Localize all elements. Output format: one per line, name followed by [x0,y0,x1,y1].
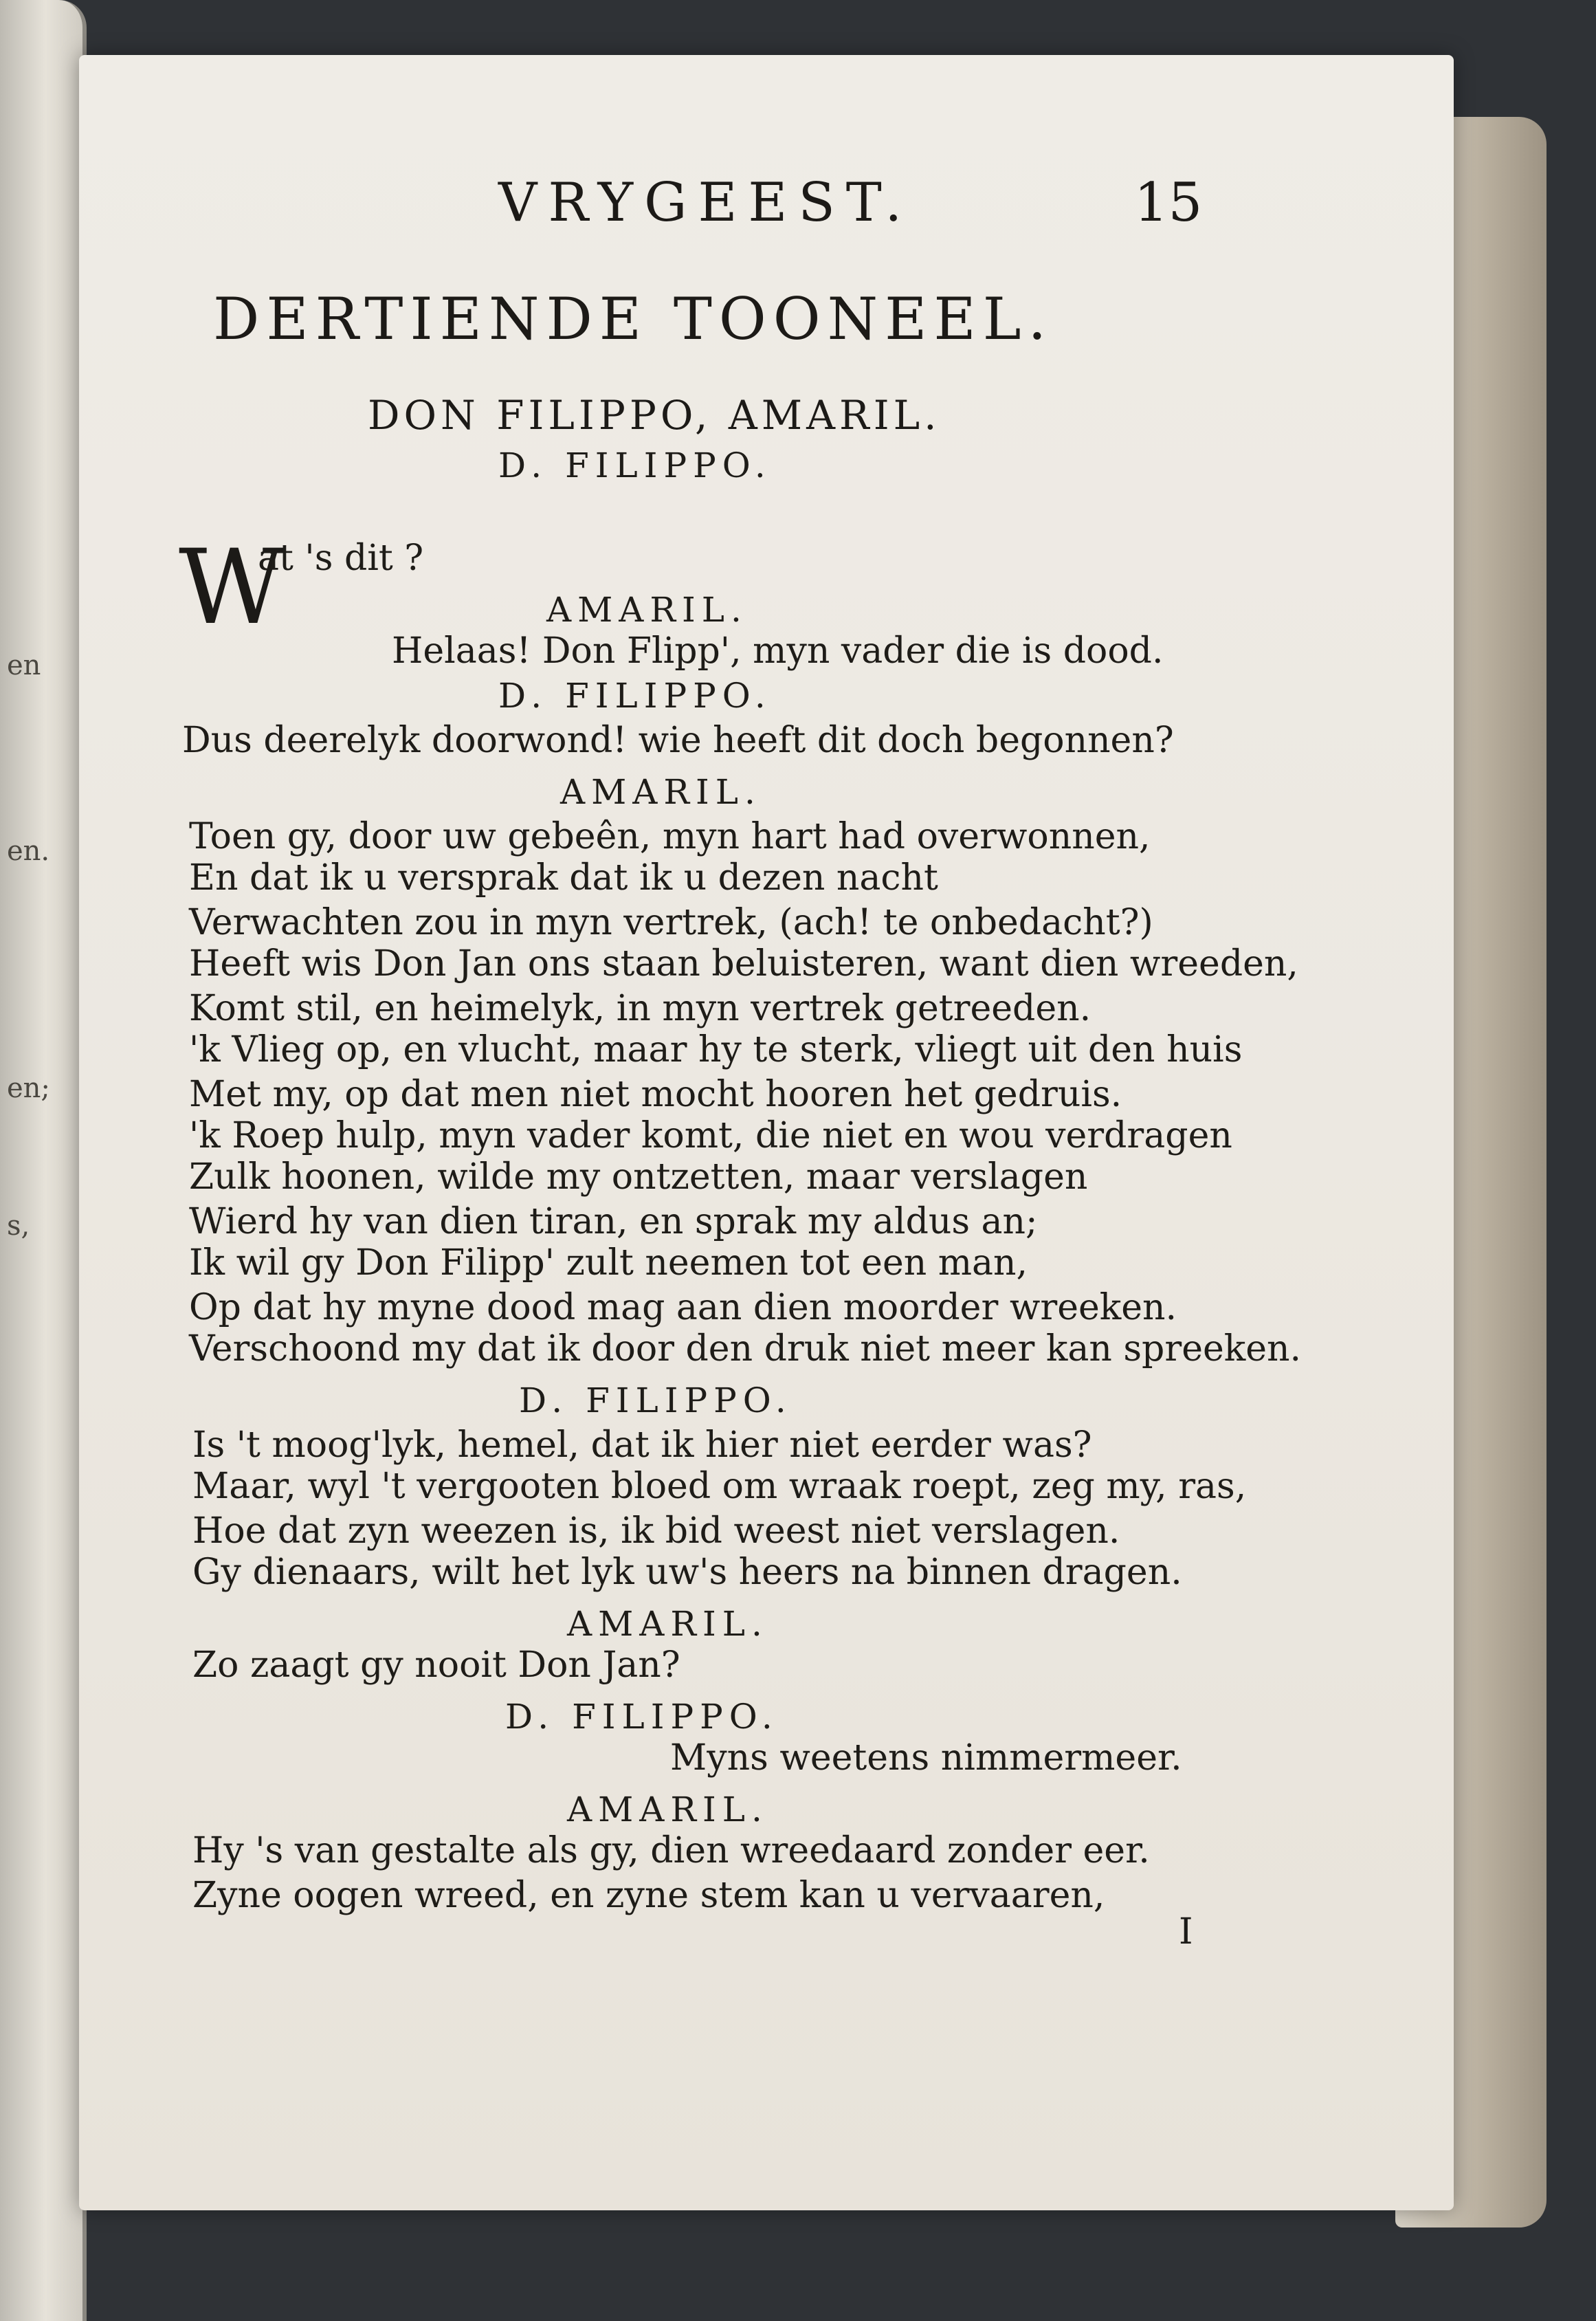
left-page-fragment: en. [7,835,50,867]
verse-line: 'k Roep hulp, myn vader komt, die niet en wou verdragen [189,1115,1232,1156]
book-page [79,55,1454,2210]
speaker-heading: D. FILIPPO. [505,1697,779,1737]
verse-line: Maar, wyl 't vergooten bloed om wraak roept, zeg my, ras, [192,1466,1247,1507]
verse-line: at 's dit ? [258,538,424,579]
verse-line: Toen gy, door uw gebeên, myn hart had overwonnen, [189,816,1151,857]
verse-line: Zulk hoonen, wilde my ontzetten, maar verslagen [189,1156,1088,1198]
verse-line: Verschoond my dat ik door den druk niet meer kan spreeken. [189,1328,1302,1370]
running-title: VRYGEEST. [498,172,913,234]
verse-line: En dat ik u versprak dat ik u dezen nacht [189,857,938,899]
left-page-fragment: en; [7,1072,50,1104]
verse-line: Gy dienaars, wilt het lyk uw's heers na binnen dragen. [192,1552,1182,1593]
verse-line: Heeft wis Don Jan ons staan beluisteren, want dien wreeden, [189,943,1298,984]
speaker-heading: D. FILIPPO. [498,446,772,485]
left-page-edge [0,0,87,2321]
speaker-heading: D. FILIPPO. [519,1380,793,1420]
verse-line: Hy 's van gestalte als gy, dien wreedaard zonder eer. [192,1830,1150,1871]
left-page-fragment: en [7,650,41,681]
page-number: 15 [1134,172,1203,234]
verse-line: Is 't moog'lyk, hemel, dat ik hier niet eerder was? [192,1424,1092,1466]
verse-line: 'k Vlieg op, en vlucht, maar hy te sterk, vliegt uit den huis [189,1029,1243,1070]
verse-line: Komt stil, en heimelyk, in myn vertrek getreeden. [189,988,1091,1029]
scene-cast: DON FILIPPO, AMARIL. [368,392,941,439]
verse-line: Verwachten zou in myn vertrek, (ach! te onbedacht?) [189,902,1153,943]
verse-line: Zo zaagt gy nooit Don Jan? [192,1644,680,1686]
speaker-heading: AMARIL. [567,1790,768,1829]
verse-line: Wierd hy van dien tiran, en sprak my aldus an; [189,1201,1038,1242]
scene-title: DERTIENDE TOONEEL. [213,285,1054,353]
verse-line: Hoe dat zyn weezen is, ik bid weest niet verslagen. [192,1510,1120,1552]
left-page-fragment: s, [7,1210,30,1242]
drop-cap: W [179,528,285,648]
speaker-heading: AMARIL. [567,1604,768,1644]
verse-line: Met my, op dat men niet mocht hooren het gedruis. [189,1074,1122,1115]
verse-line: Helaas! Don Flipp', myn vader die is dood. [392,630,1164,672]
verse-line: Op dat hy myne dood mag aan dien moorder wreeken. [189,1287,1177,1328]
verse-line: Dus deerelyk doorwond! wie heeft dit doch begonnen? [182,720,1174,761]
verse-line: Myns weetens nimmermeer. [670,1737,1182,1779]
speaker-heading: AMARIL. [546,590,748,630]
catchword: I [1179,1911,1193,1952]
speaker-heading: AMARIL. [560,772,762,812]
verse-line: Zyne oogen wreed, en zyne stem kan u vervaaren, [192,1875,1105,1916]
speaker-heading: D. FILIPPO. [498,676,772,716]
verse-line: Ik wil gy Don Filipp' zult neemen tot een man, [189,1242,1028,1284]
